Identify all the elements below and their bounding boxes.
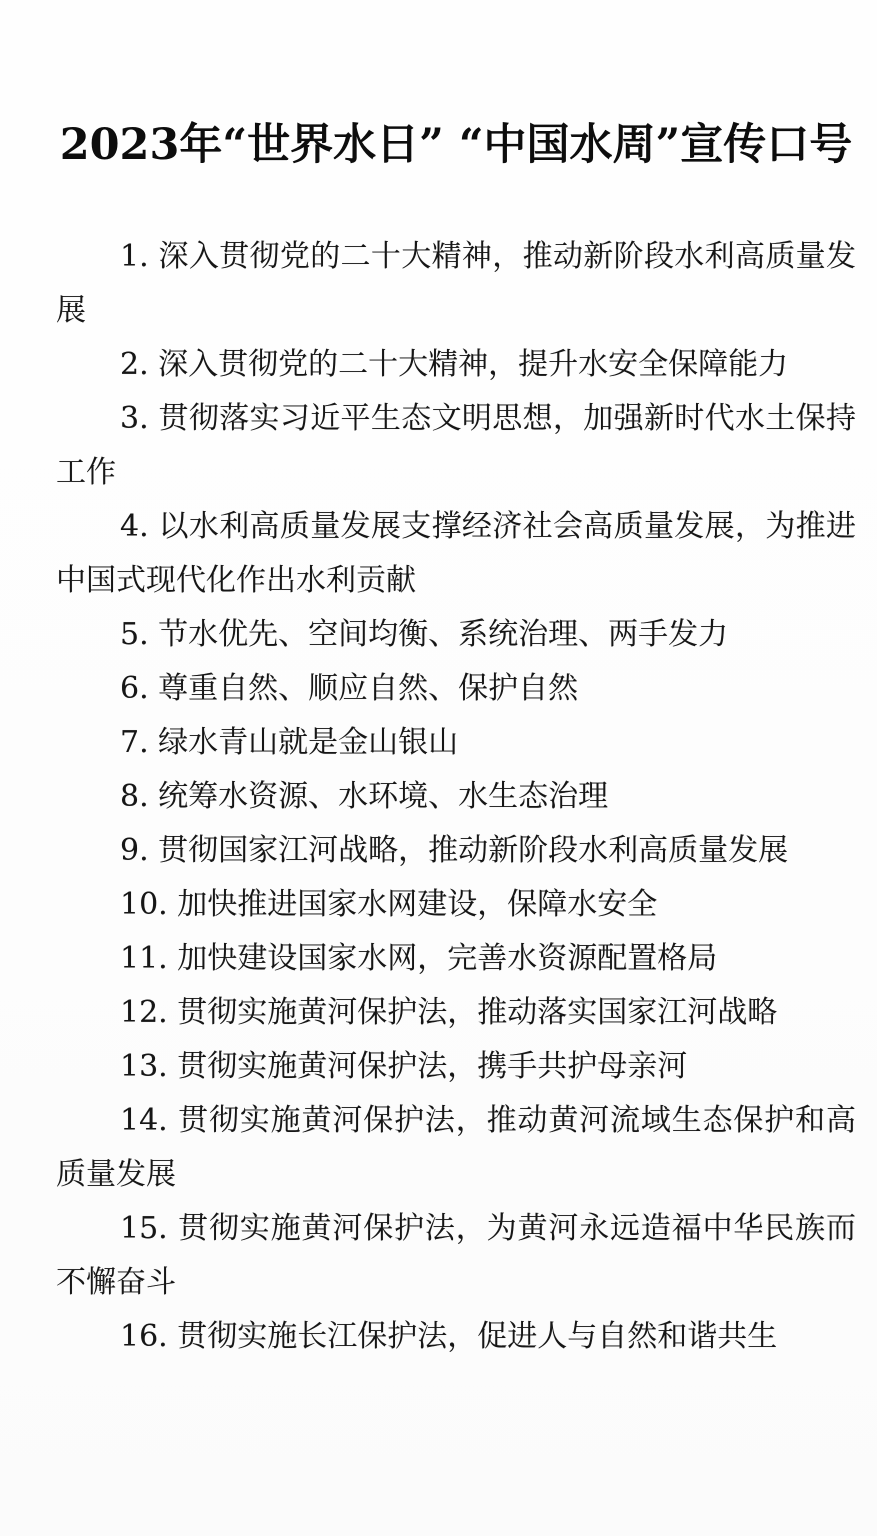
slogan-item-15 [56,1202,856,1310]
slogan-item-8 [56,770,856,824]
slogan-text: 深入贯彻党的二十大精神，提升水安全保障能力 [158,347,789,382]
slogan-text: 深入贯彻党的二十大精神，推动新阶段水利高质量发展 [56,239,857,328]
slogan-item-2 [56,338,856,392]
slogan-text: 贯彻实施黄河保护法，为黄河永远造福中华民族而不懈奋斗 [56,1211,856,1300]
slogan-item-11 [56,932,856,986]
slogan-number: 11. [120,941,168,976]
slogan-number: 2. [120,347,149,382]
slogan-number: 8. [120,779,149,814]
slogan-number: 12. [120,995,168,1030]
slogan-text: 统筹水资源、水环境、水生态治理 [158,779,609,814]
slogan-number: 13. [120,1049,168,1084]
slogan-item-7 [56,716,856,770]
slogan-item-1 [56,230,856,338]
slogan-number: 10. [120,887,168,922]
slogan-number: 1. [120,239,149,274]
slogan-text: 贯彻实施黄河保护法，推动落实国家江河战略 [177,995,778,1030]
slogan-text: 以水利高质量发展支撑经济社会高质量发展，为推进中国式现代化作出水利贡献 [56,509,857,598]
slogan-item-16 [56,1310,856,1364]
slogan-text: 贯彻实施黄河保护法，携手共护母亲河 [177,1049,688,1084]
slogan-text: 加快建设国家水网，完善水资源配置格局 [177,941,718,976]
slogan-item-4 [56,500,856,608]
slogan-text: 贯彻国家江河战略，推动新阶段水利高质量发展 [158,833,789,868]
slogan-number: 6. [120,671,149,706]
slogan-item-12 [56,986,856,1040]
document-page [0,104,877,1364]
slogan-item-3 [56,392,856,500]
slogan-item-13 [56,1040,856,1094]
slogan-item-10 [56,878,856,932]
slogan-item-5 [56,608,856,662]
slogan-item-6 [56,662,856,716]
slogan-text: 贯彻落实习近平生态文明思想，加强新时代水土保持工作 [56,401,857,490]
slogan-number: 4. [120,509,149,544]
slogan-text: 贯彻实施长江保护法，促进人与自然和谐共生 [177,1319,778,1354]
slogan-number: 15. [120,1211,168,1246]
slogan-text: 加快推进国家水网建设，保障水安全 [177,887,658,922]
slogan-text: 绿水青山就是金山银山 [158,725,459,760]
slogan-text: 尊重自然、顺应自然、保护自然 [158,671,579,706]
slogan-text: 贯彻实施黄河保护法，推动黄河流域生态保护和高质量发展 [56,1103,856,1192]
slogan-number: 7. [120,725,149,760]
page-title: 2023年“世界水日” “中国水周”宣传口号 [59,120,853,170]
slogan-number: 16. [120,1319,168,1354]
slogan-number: 14. [120,1103,168,1138]
slogan-number: 9. [120,833,149,868]
slogan-item-14 [56,1094,856,1202]
slogan-text: 节水优先、空间均衡、系统治理、两手发力 [158,617,729,652]
slogan-item-9 [56,824,856,878]
slogan-number: 5. [120,617,149,652]
slogan-number: 3. [120,401,149,436]
slogan-list [56,230,856,1364]
